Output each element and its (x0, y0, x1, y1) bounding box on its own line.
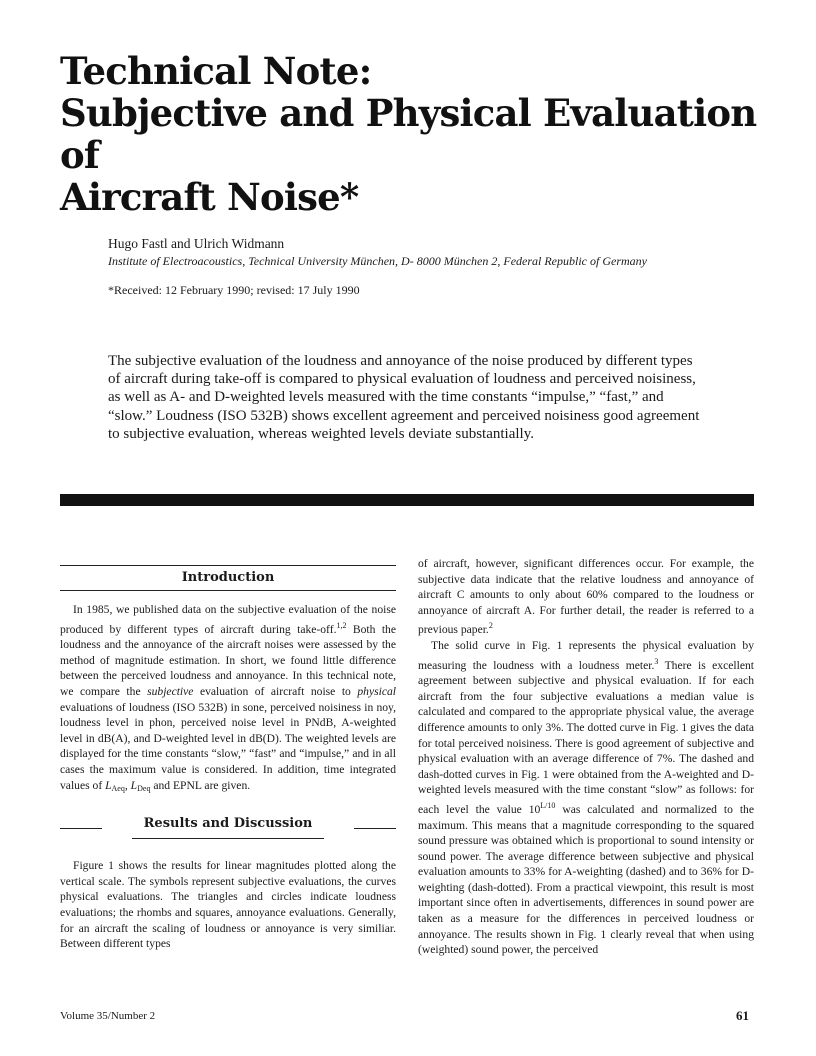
heading-rule-top (60, 565, 396, 566)
title-divider-bar (60, 494, 754, 506)
right-column (418, 556, 754, 958)
paper-title (60, 50, 780, 218)
results-heading-block (60, 814, 396, 848)
introduction-heading-block (60, 558, 396, 592)
heading-rule-left (60, 828, 102, 829)
results-paragraph-2: The solid curve in Fig. 1 represents the physical evaluation by measuring the loudness with a loudness meter.$^3$ There is excellent agreement between subjective and physical evaluation. If for each aircraft from the four subjective evaluations a median value is calculated and compared to the appropriate physical value, the average difference amounts to only 3%. The dotted curve in Fig. 1 gives the data for total perceived noisiness. There is good agreement of subjective and physical evaluation with an average difference of 7%. The dashed and dash-dotted curves in Fig. 1 were obtained from the A-weighted and D-weighted levels measured with the time constant “slow” as follows: for each level the value $10^{L/10}$ was calculated and normalized to the maximum. This means that a magnitude corresponding to the squared sound pressure was obtained which is proportional to sound intensity or sound power. The average difference between subjective and physical evaluation amounts to 33% for A-weighting (dashed) and to 36% for D-weighting (dash-dotted). From a practical viewpoint, this result is most important since often in advertisements, differences in sound power are taken as a measure for the differences in perceived loudness or annoyance. The results shown in Fig. 1 clearly reveal that when using (weighted) sound power, the perceived (418, 638, 754, 957)
heading-rule-right (354, 828, 396, 829)
results-paragraph: Figure 1 shows the results for linear magnitudes plotted along the vertical scale. The symbols represent subjective evaluations, the curves physical evaluations. The triangles and circles indicate loudness evaluations; the rhombs and squares, annoyance evaluations. Generally, for an aircraft the scaling of loudness or annoyance is very similiar. Between different types (60, 859, 396, 951)
citation-3: 3 (654, 656, 659, 666)
results-heading: Results and Discussion (138, 816, 319, 831)
abstract: The subjective evaluation of the loudness and annoyance of the noise produced by different types of aircraft during take-off is compared to physical evaluation of loudness and perceived noisiness, as well as A- and D-weighted levels measured with the time constants “impulse,” “fast,” and “slow.” Loudness (ISO 532B) shows excellent agreement and perceived noisiness good agreement to subjective evaluation, whereas weighted levels deviate substantially. (108, 353, 700, 442)
heading-rule-bottom (60, 590, 396, 591)
authors: Hugo Fastl and Ulrich Widmann (108, 236, 285, 251)
citation-1-2: 1,2 (336, 620, 347, 630)
affiliation: Institute of Electroacoustics, Technical University München, D- 8000 München 2, Federal Republic of Germany (108, 254, 647, 268)
title-line-1: Technical Note: (60, 49, 372, 93)
page-number: 61 (736, 1008, 749, 1023)
title-line-2: Subjective and Physical Evaluation of (60, 91, 757, 177)
exponent: L/10 (540, 800, 556, 810)
introduction-paragraph: In 1985, we published data on the subjective evaluation of the noise produced by different types of aircraft during take-off.$^{1,2}$ Both the loudness and the annoyance of the aircraft noises were assessed by the method of magnitude estimation. In short, we found little difference between the perceived loudness and annoyance. In this technical note, we compare the subjective evaluation of aircraft noise to physical evaluations of loudness (ISO 532B) in sone, perceived noisiness in noy, loudness level in phon, perceived noise level in PNdB, A-weighted level in dB(A), and D-weighted level in dB(D). The weighted levels are displayed for the time constants “slow,” “fast” and “impulse,” and in all cases the maximum value is considered. In addition, time integrated values of $L_{Aeq}$, $L_{Deq}$ and EPNL are given. (60, 603, 396, 793)
left-column (60, 558, 396, 952)
title-line-3: Aircraft Noise* (60, 175, 359, 219)
introduction-heading: Introduction (176, 570, 281, 585)
received-date: *Received: 12 February 1990; revised: 17 July 1990 (108, 283, 360, 297)
citation-2: 2 (488, 621, 493, 631)
heading-rule-bottom (132, 838, 324, 839)
journal-volume: Volume 35/Number 2 (60, 1010, 156, 1022)
results-continued-paragraph: of aircraft, however, significant differences occur. For example, the subjective data indicate that the relative loudness and annoyance of aircraft C amounts to only about 60% compared to the loudness or annoyance of aircraft A. For further detail, the reader is referred to a previous paper.$^2$ (418, 557, 754, 637)
